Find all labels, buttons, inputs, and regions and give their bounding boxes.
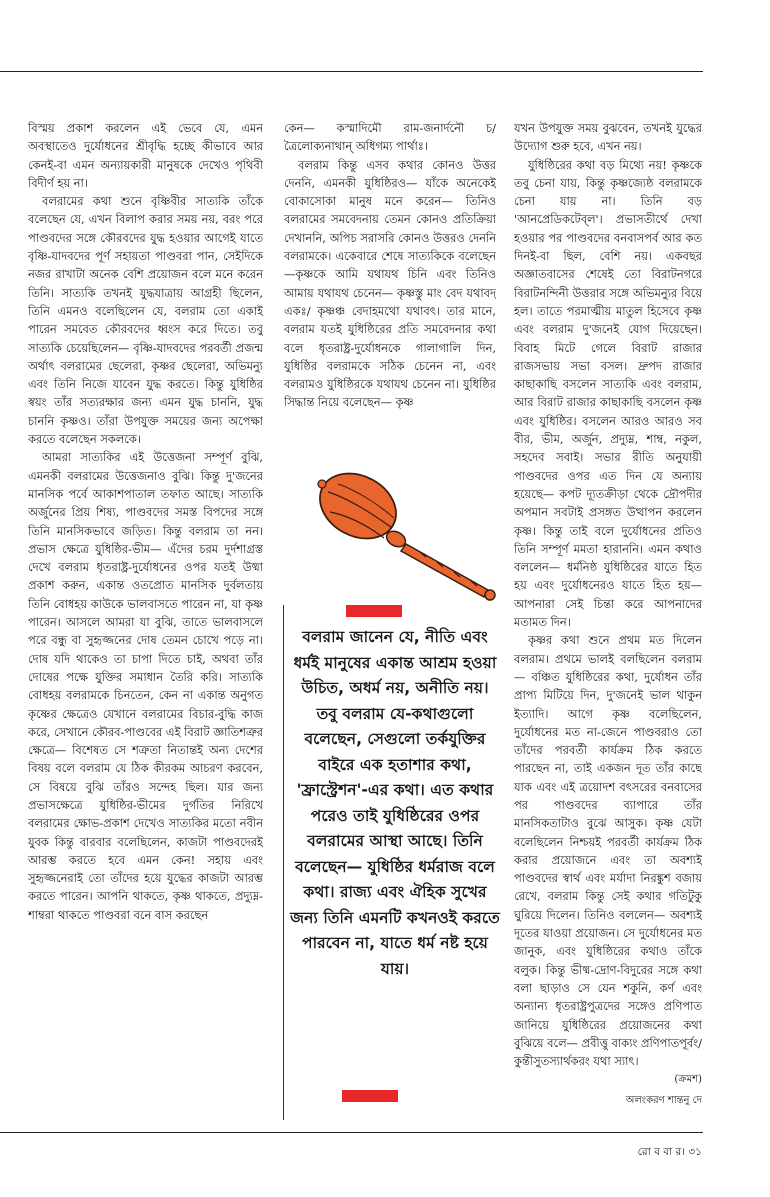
to-be-continued: (ক্রমশ)	[674, 1074, 702, 1085]
mace-illustration	[300, 462, 515, 607]
pull-quote: বলরাম জানেন যে, নীতি এবং ধর্মই মানুষের একান্ত আশ্রম হওয়া উচিত, অধর্ম নয়, অনীতি নয়। তবু বলরাম যে-কথাগুলো বলেছেন, সেগুলো তর্কযুক্তির বাইরে এক হতাশার কথা, 'ফ্রাস্ট্রেশন'-এর কথা। এত কথার পরেও তাই যুধিষ্ঠিরের ওপর বলরামের আস্থা আছে। তিনি বলেছেন— যুধিষ্ঠির ধর্মরাজ বলে কথা। রাজ্য এবং ঐহিক সুখের জন্য তিনি এমনটি কখনওই করতে পারবেন না, যাতে ধর্ম নষ্ট হয়ে যায়।	[290, 628, 500, 978]
article-column-3	[514, 119, 702, 1119]
mace-handle	[401, 544, 488, 597]
paragraph: যখন উপযুক্ত সময় বুঝবেন, তখনই যুদ্ধের উদ্যোগ শুরু হবে, এখন নয়।	[514, 121, 702, 154]
illustration-credit: অলংকরণ শান্তনু দে	[625, 1095, 702, 1106]
article-column-2	[284, 119, 496, 459]
paragraph: কেন— কস্মাদিমৌ রাম-জনার্দনৌ চ/ত্রৈলোক্যনাথান্ অধিগম্য পার্থাঃ।	[284, 121, 496, 154]
page-folio: রো ব বা র। ৩১	[637, 1146, 702, 1158]
pull-quote-bottom-bar	[342, 1090, 398, 1102]
paragraph: বিস্ময় প্রকাশ করলেন এই ভেবে যে, এমন অবস্থাতেও দুর্যোধনের শ্রীবৃদ্ধি হচ্ছে কীভাবে আর কেনই-বা এমন অন্যায়কারী মানুষকে দেখেও পৃথিবী বিদীর্ণ হয় না।	[28, 121, 263, 190]
article-column-1	[28, 119, 263, 1099]
pull-quote-top-bar	[346, 605, 402, 617]
paragraph: বলরামের কথা শুনে বৃষ্ণিবীর সাত্যকি তাঁকে বলেছেন যে, এখন বিলাপ করার সময় নয়, বরং পরে পাণ্ডবদের সঙ্গে কৌরবদের যুদ্ধ হওয়ার আগেই যাতে বৃষ্ণি-যাদবদের পূর্ণ সহায়তা পাণ্ডবরা পান, সেইদিকে নজর রাখাটা অনেক বেশি প্রয়োজন বলে মনে করেন তিনি। সাত্যকি তখনই যুদ্ধযাত্রায় আগ্রহী ছিলেন, তিনি এমনও বলেছিলেন যে, বলরাম তো একাই পারেন সমবেত কৌরবদের ধ্বংস করে দিতে। তবু সাত্যকি চেয়েছিলেন— বৃষ্ণি-যাদবদের পরবর্তী প্রজন্ম অর্থাৎ বলরামের ছেলেরা, কৃষ্ণর ছেলেরা, অভিমন্যু এবং তিনি নিজে যাবেন যুদ্ধ করতে। কিন্তু যুধিষ্ঠির স্বয়ং তাঁর সত্যরক্ষার জন্য এমন যুদ্ধ চাননি, যুদ্ধ চাননি কৃষ্ণও। তাঁরা উপযুক্ত সময়ের জন্য অপেক্ষা করতে বলেছেন সকলকে।	[28, 194, 263, 447]
paragraph: বলরাম কিন্তু এসব কথার কোনও উত্তর দেননি, এমনকী যুধিষ্ঠিরও— যাঁকে অনেকেই বোকাসোকা মানুষ মনে করেন— তিনিও বলরামের সমবেদনায় তেমন কোনও প্রতিক্রিয়া দেখাননি, অপিচ সরাসরি কোনও উত্তরও দেননি বলরামকে। একেবারে শেষে সাত্যকিকে বলেছেন—কৃষ্ণকে আমি যথাযথ চিনি এবং তিনিও আমায় যথাযথ চেনেন— কৃষ্ণস্তু মাং বেদ যথাবদ্ একঃ/ কৃষ্ণঞ্চ বেদাহমথো যথাবৎ। তার মানে, বলরাম যতই যুধিষ্ঠিরের প্রতি সমবেদনার কথা বলে ধৃতরাষ্ট্র-দুর্যোধনকে গালাগালি দিন, যুধিষ্ঠির বলরামকে সঠিক চেনেন না, এবং বলরামও যুধিষ্ঠিরকে যথাযথ চেনেন না। যুধিষ্ঠির সিদ্ধান্ত নিয়ে বলেছেন— কৃষ্ণ	[284, 157, 496, 410]
top-rule	[0, 71, 703, 72]
paragraph: যুধিষ্ঠিরের কথা বড় মিথ্যে নয়! কৃষ্ণকে তবু চেনা যায়, কিন্তু কৃষ্ণজ্যেষ্ঠ বলরামকে চেনা যায় না। তিনি বড় 'আনপ্রেডিকটেব্‌ল'। প্রভাসতীর্থে দেখা হওয়ার পর পাণ্ডবদের বনবাসপর্ব আর কত দিনই-বা ছিল, বেশি নয়। একবছর অজ্ঞাতবাসের শেষেই তো বিরাটনগরে বিরাটনন্দিনী উত্তরার সঙ্গে অভিমন্যুর বিয়ে হল। তাতে পরমাত্মীয় মাতুল হিসেবে কৃষ্ণ এবং বলরাম দু'জনেই যোগ দিয়েছেন। বিবাহ মিটে গেলে বিরাট রাজার রাজসভায় সভা বসল। দ্রুপদ রাজার কাছাকাছি বসলেন সাত্যকি এবং বলরাম, আর বিরাট রাজার কাছাকাছি বসলেন কৃষ্ণ এবং যুধিষ্ঠির। বসলেন আরও আরও সব বীর, ভীম, অর্জুন, প্রদ্যুম্ন, শাম্ব, নকুল, সহদেব সবাই। সভার রীতি অনুযায়ী পাণ্ডবদের ওপর এত দিন যে অন্যায় হয়েছে— কপট দ্যূতক্রীড়া থেকে দ্রৌপদীর অপমান সবটাই প্রসঙ্গত উত্থাপন করলেন কৃষ্ণ। কিন্তু তাই বলে দুর্যোধনের প্রতিও তিনি সম্পূর্ণ মমতা হারাননি। এমন কথাও বললেন— ধর্মনিষ্ঠ যুধিষ্ঠিরের যাতে হিত হয় এবং দুর্যোধনেরও যাতে হিত হয়— আপনারা সেই চিন্তা করে আপনাদের মতামত দিন।	[514, 157, 702, 630]
paragraph: কৃষ্ণর কথা শুনে প্রথম মত দিলেন বলরাম। প্রথমে ভালই বলছিলেন বলরাম— বঞ্চিত যুধিষ্ঠিরের কথা, দুর্যোধন তাঁর প্রাপ্য মিটিয়ে দিন, দু'জনেই ভাল থাকুন ইত্যাদি। আগে কৃষ্ণ বলেছিলেন, দুর্যোধনের মত না-জেনে পাণ্ডবরাও তো তাঁদের পরবর্তী কার্যক্রম ঠিক করতে পারছেন না, তাই একজন দূত তাঁর কাছে যাক এবং এই ত্রয়োদশ বৎসরের বনবাসের পর পাণ্ডবদের ব্যাপারে তাঁর মানসিকতাটাও বুঝে আসুক। কৃষ্ণ যেটা বলেছিলেন নিশ্চয়ই পরবর্তী কার্যক্রম ঠিক করার প্রয়োজনে এবং তা অবশ্যই পাণ্ডবদের স্বার্থ এবং মর্যাদা নিরঙ্কুশ বজায় রেখে, বলরাম কিন্তু সেই কথার গতিটুকু ঘুরিয়ে দিলেন। তিনিও বললেন— অবশ্যই দূতের যাওয়া প্রয়োজন। সে দুর্যোধনের মত জানুক, এবং যুধিষ্ঠিরের কথাও তাঁকে বলুক। কিন্তু ভীষ্ম-দ্রোণ-বিদুরের সঙ্গে কথা বলা ছাড়াও সে যেন শকুনি, কর্ণ এবং অন্যান্য ধৃতরাষ্ট্রপুত্রদের সঙ্গেও প্রণিপাত জানিয়ে যুধিষ্ঠিরের প্রয়োজনের কথা বুঝিয়ে বলে— প্রবীত্তু বাক্যং প্রণিপাতপূর্বং/ কুন্তীসুতস্যার্থকরং যথা স্যাৎ।	[514, 633, 702, 1069]
bottom-rule	[0, 1132, 703, 1133]
mace-pommel	[485, 590, 495, 600]
column-divider	[283, 605, 284, 1120]
paragraph: আমরা সাত্যকির এই উত্তেজনা সম্পূর্ণ বুঝি, এমনকী বলরামের উত্তেজনাও বুঝি। কিন্তু দু'জনের মানসিক পর্বে আকাশপাতাল তফাত আছে। সাত্যকি অর্জুনের প্রিয় শিষ্য, পাণ্ডবদের সমস্ত বিপদের সঙ্গে তিনি মানসিকভাবে জড়িত। কিন্তু বলরাম তা নন। প্রভাস ক্ষেত্রে যুধিষ্ঠির-ভীম— এঁদের চরম দুর্দশাগ্রস্ত দেখে বলরাম ধৃতরাষ্ট্র-দুর্যোধনের ওপর যতই উষ্মা প্রকাশ করুন, একান্ত ওতপ্রোত মানসিক দুর্বলতায় তিনি বোধহয় কাউকে ভালবাসতে পারেন না, যা কৃষ্ণ পারেন। আসলে আমরা যা বুঝি, তাতে ভালবাসলে পরে বন্ধু বা সুহৃজ্জনের দোষ তেমন চোখে পড়ে না। দোষ যদি থাকেও তা চাপা দিতে চাই, অথবা তাঁর দোষের পক্ষে যুক্তির সমাধান তৈরি করি। সাত্যকি বোধহয় বলরামকে চিনতেন, কেন না একান্ত অনুগত কৃষ্ণের ক্ষেত্রেও যেখানে বলরামের বিচার-বুদ্ধি কাজ করে, সেখানে কৌরব-পাণ্ডবের এই বিরাট জ্ঞাতিশত্রুর ক্ষেত্রে— বিশেষত সে শত্রুতা নিতান্তই অন্য দেশের বিষয় বলে বলরাম যে ঠিক কীরকম আচরণ করবেন, সে বিষয়ে বুঝি তাঁরও সন্দেহ ছিল। যার জন্য প্রভাসক্ষেত্রে যুধিষ্ঠির-ভীমের দুর্গতির নিরিখে বলরামের ক্ষোভ-প্রকাশ দেখেও সাত্যকির মতো নবীন যুবক কিন্তু বারবার বলেছিলেন, কাজটা পাণ্ডবদেরই আরম্ভ করতে হবে এমন কেন! সহায় এবং সুহৃজ্জনেরাই তো তাঁদের হয়ে যুদ্ধের কাজটা আরম্ভ করতে পারেন। আপনি থাকতে, কৃষ্ণ থাকতে, প্রদ্যুম্ন-শাম্বরা থাকতে পাণ্ডবরা বনে বাস করছেন	[28, 450, 263, 922]
